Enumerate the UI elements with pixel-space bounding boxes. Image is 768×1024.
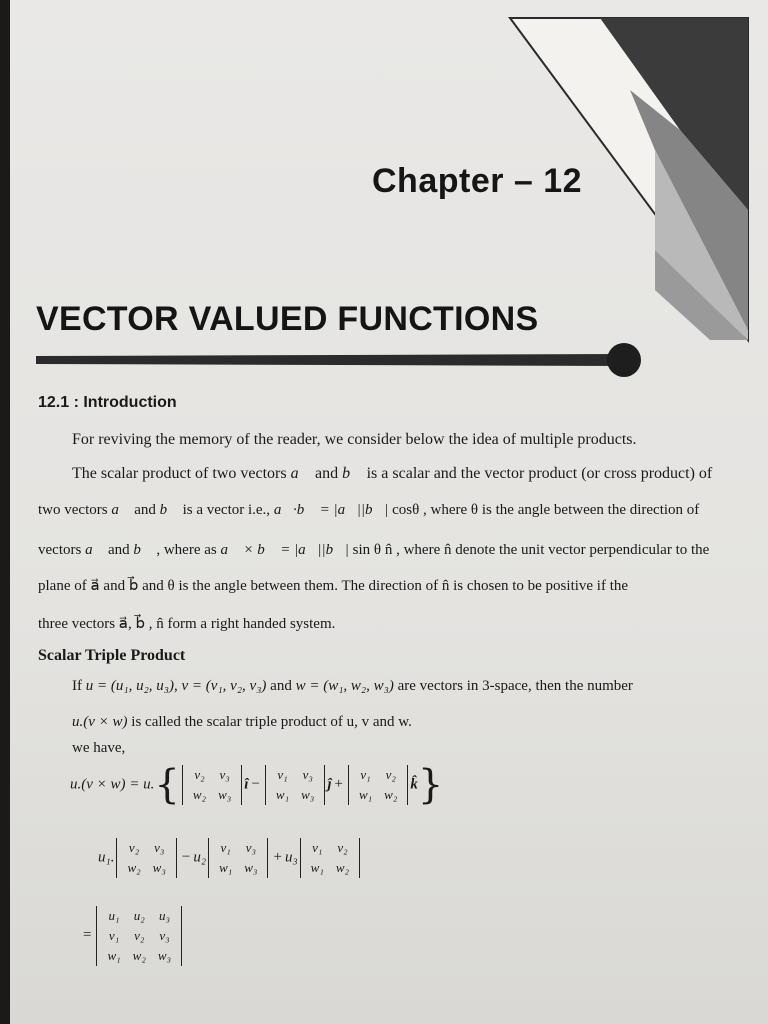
w-definition: w = (w₁, w₂, w₃) [295, 678, 394, 694]
unit-vector-k: k̂ [410, 776, 418, 793]
cofactor-determinant-2: v₁ v₃ w₁ w₃ [208, 838, 268, 878]
we-have-text: we have, [72, 740, 126, 756]
title-underline [36, 342, 641, 382]
unit-vector-i: î [244, 776, 249, 793]
equation-expansion: u.(v × w) = u.{ v₂ v₃ w₂ w₃ î − v₁ v₃ w₁ w₃ ĵ + v₁ v₂ w₁ w₂ k̂} [70, 762, 444, 808]
equation-lhs: u.(v × w) = u. [70, 776, 155, 793]
determinant-3: v₁ v₂ w₁ w₂ [348, 765, 408, 805]
book-page [10, 0, 768, 1024]
determinant-2: v₁ v₃ w₁ w₃ [265, 765, 325, 805]
unit-vector-j: ĵ [327, 776, 332, 793]
triple-product-expression: u.(v × w) [72, 714, 128, 730]
determinant-1: v₂ v₃ w₂ w₃ [182, 765, 242, 805]
cross-product-formula: a⃗ × b⃗ = |a⃗||b⃗| [220, 542, 349, 558]
triple-product-statement: u.(v × w) is called the scalar triple product of u, v and w. [72, 714, 412, 730]
paragraph-right-handed: three vectors a⃗, b⃗ , n̂ form a right handed system. [38, 616, 336, 632]
right-brace: } [417, 762, 444, 808]
dot-product-formula: a⃗·b⃗ = |a⃗||b⃗| [273, 502, 389, 518]
u-definition: u = (u₁, u₂, u₃) [85, 678, 175, 694]
triple-product-definition: If u = (u₁, u₂, u₃), v = (v₁, v₂, v₃) and w = (w₁, w₂, w₃) are vectors in 3-space, then the number [72, 678, 633, 694]
equation-cofactor: u₁. v₂ v₃ w₂ w₃ − u₂ v₁ v₃ w₁ w₃ + u₃ v₁ v₂ w₁ w₂ [98, 838, 362, 878]
determinant-3x3: u₁ u₂ u₃ v₁ v₂ v₃ w₁ w₂ w₃ [96, 906, 182, 966]
cofactor-determinant-1: v₂ v₃ w₂ w₃ [116, 838, 176, 878]
paragraph-cross-product: vectors a⃗ and b⃗ , where as a⃗ × b⃗ = |a⃗||b⃗| sin θ n̂ , where n̂ denote the unit vector perpendicular to the [38, 542, 710, 558]
vector-b: b⃗ [342, 465, 363, 482]
section-heading: 12.1 : Introduction [38, 394, 177, 411]
cofactor-determinant-3: v₁ v₂ w₁ w₂ [300, 838, 360, 878]
chapter-title: VECTOR VALUED FUNCTIONS [36, 300, 539, 338]
equation-3x3-determinant: = u₁ u₂ u₃ v₁ v₂ v₃ w₁ w₂ w₃ [80, 906, 184, 966]
paragraph-dot-product: two vectors a⃗ and b⃗ is a vector i.e., a⃗·b⃗ = |a⃗||b⃗| cosθ , where θ is the angle between the direction of [38, 502, 700, 518]
left-brace: { [154, 762, 180, 808]
chapter-label: Chapter – 12 [372, 162, 583, 200]
paragraph-scalar-product: The scalar product of two vectors a⃗ and b⃗ is a scalar and the vector product (or cross product) of [72, 465, 713, 482]
triple-product-heading: Scalar Triple Product [38, 647, 186, 664]
vector-a: a⃗ [290, 465, 312, 482]
paragraph-plane: plane of a⃗ and b⃗ and θ is the angle between them. The direction of n̂ is chosen to be positive if the [38, 578, 629, 594]
v-definition: v = (v₁, v₂, v₃) [181, 678, 267, 694]
paragraph-intro: For reviving the memory of the reader, we consider below the idea of multiple products. [72, 431, 637, 448]
